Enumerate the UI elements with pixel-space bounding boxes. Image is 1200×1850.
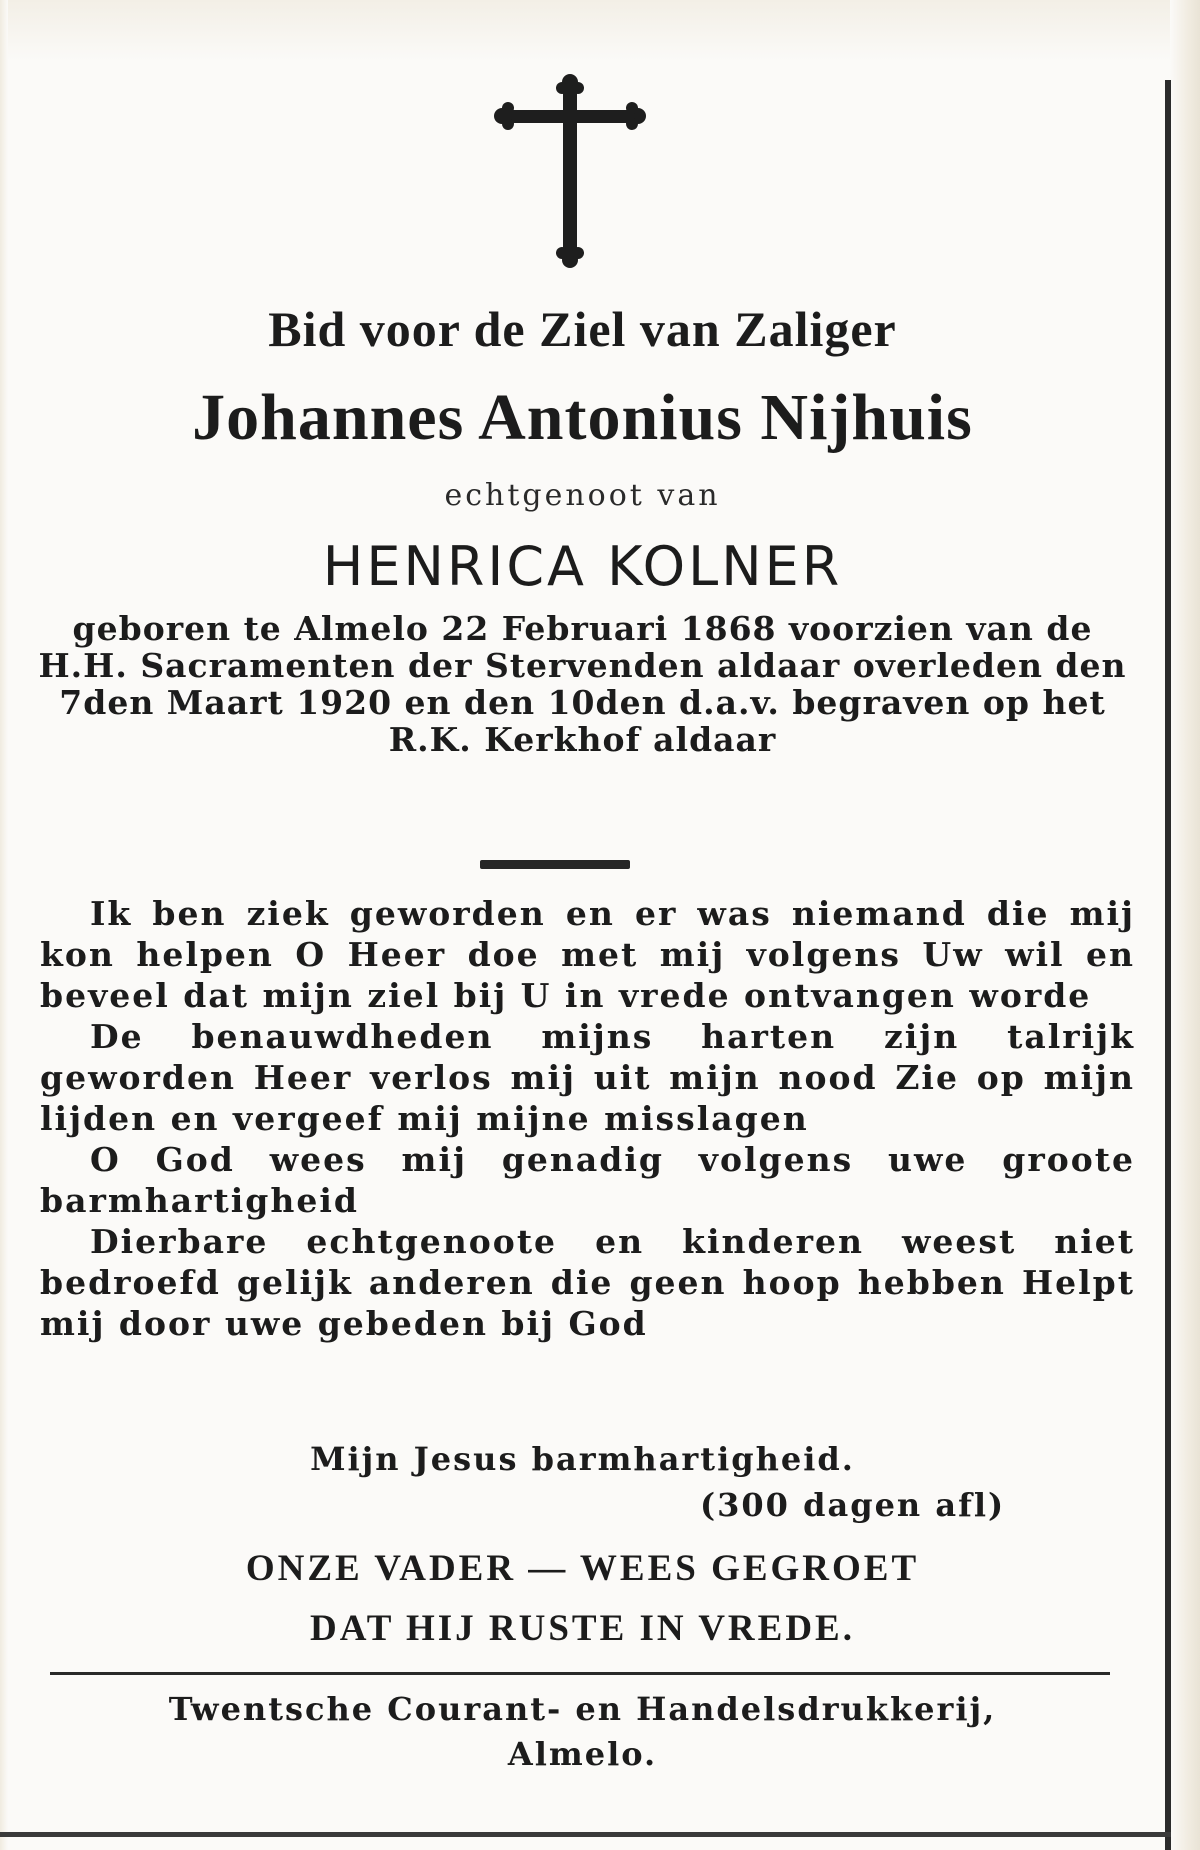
- printer-location: Almelo.: [507, 1735, 658, 1773]
- verse: De benauwdheden mijns harten zijn talrijk geworden Heer verlos mij uit mijn nood Zie op mijn lijden en vergeef mij mijne misslagen: [40, 1017, 1135, 1138]
- scan-right-edge: [1170, 0, 1200, 1850]
- biography-text: geboren te Almelo 22 Februari 1868 voorzien van de H.H. Sacramenten der Stervenden aldaar overleden den 7den Maart 1920 en den 10den d.a.v. begraven op het R.K. Kerkhof aldaar: [38, 609, 1127, 759]
- divider-bar: [480, 860, 630, 869]
- spouse-name: HENRICA KOLNER: [322, 535, 843, 598]
- footer-rule: [50, 1672, 1110, 1675]
- scan-top-edge: [0, 0, 1200, 62]
- verse: O God wees mij genadig volgens uwe groote barmhartigheid: [40, 1140, 1135, 1220]
- verse: Ik ben ziek geworden en er was niemand die mij kon helpen O Heer doe met mij volgens Uw wil en beveel dat mijn ziel bij U in vrede ontvangen worde: [40, 894, 1135, 1015]
- card-bottom-border: [0, 1832, 1171, 1837]
- deceased-name: Johannes Antonius Nijhuis: [192, 381, 973, 454]
- prayer-line: ONZE VADER — WEES GEGROET: [245, 1548, 920, 1589]
- indulgence-text: (300 dagen afl): [700, 1486, 1006, 1524]
- card-heading: Bid voor de Ziel van Zaliger: [268, 301, 897, 357]
- printer-name: Twentsche Courant- en Handelsdrukkerij,: [168, 1690, 997, 1728]
- prayer-line: DAT HIJ RUSTE IN VREDE.: [310, 1608, 855, 1649]
- verse: Dierbare echtgenoote en kinderen weest niet bedroefd gelijk anderen die geen hoop hebben Helpt mij door uwe gebeden bij God: [40, 1222, 1135, 1343]
- card-right-border: [1165, 80, 1171, 1850]
- verses-block: [40, 893, 1135, 1344]
- ejaculation-text: Mijn Jesus barmhartigheid.: [310, 1440, 855, 1478]
- spouse-label: echtgenoot van: [444, 478, 721, 513]
- cross-icon: [490, 70, 650, 270]
